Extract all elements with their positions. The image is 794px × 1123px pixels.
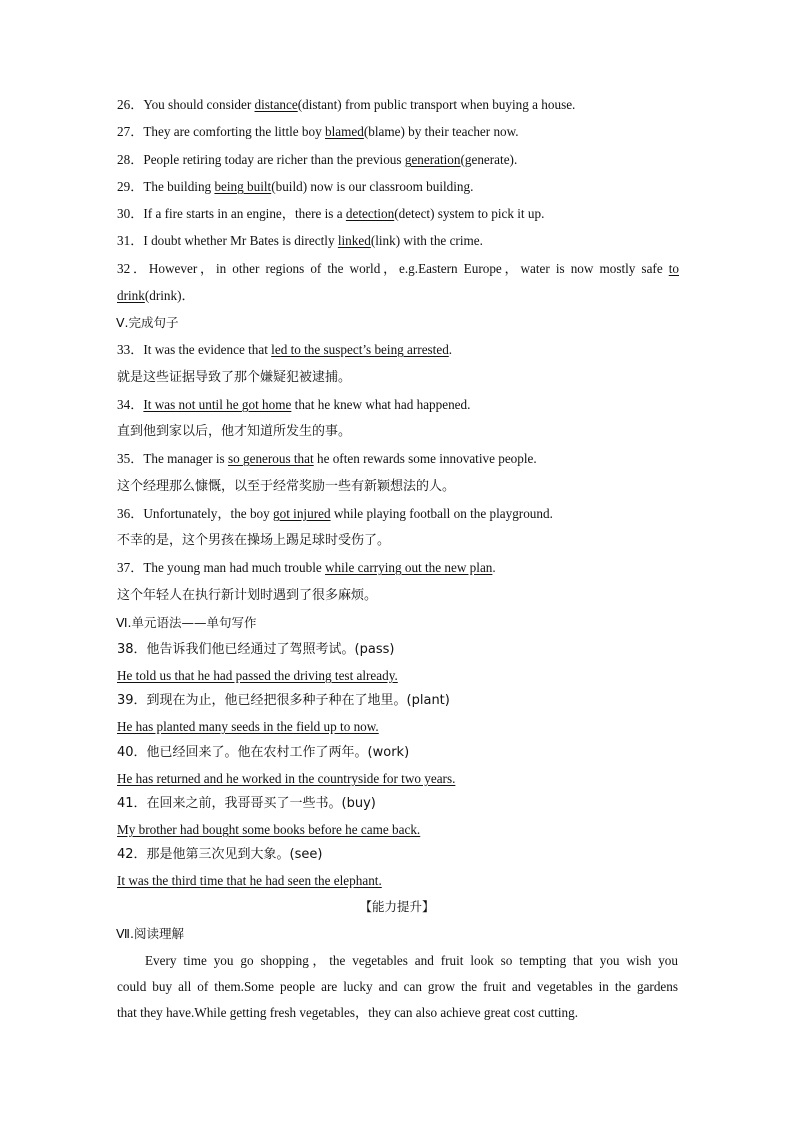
prompt-42: 42．那是他第三次见到大象。(see) [117, 847, 323, 862]
answer-blank: got injured [273, 506, 331, 521]
question-30 [117, 204, 679, 224]
question-text: that he knew what had happened. [291, 397, 471, 412]
answer-39 [117, 717, 679, 737]
question-35 [117, 449, 679, 469]
question-28 [117, 150, 679, 170]
question-text: (distant) from public transport when buying a house. [297, 97, 576, 112]
question-text: 26．You should consider [117, 97, 255, 112]
answer-blank: led to the suspect’s being arrested [271, 342, 449, 357]
answer-blank: being built [214, 179, 272, 194]
answer-line: He has planted many seeds in the field up to now. [117, 719, 379, 734]
reading-line-2: could buy all of them.Some people are lucky and can grow the fruit and vegetables in the gardens [117, 979, 678, 994]
translation-36: 不幸的是，这个男孩在操场上踢足球时受伤了。 [117, 533, 391, 548]
answer-blank: linked [337, 233, 371, 248]
answer-blank: drink [117, 288, 145, 303]
question-text: 34． [117, 397, 144, 412]
answer-line: It was the third time that he had seen the elephant. [117, 873, 382, 888]
question-text: (build) now is our classroom building. [271, 179, 474, 194]
answer-line: He told us that he had passed the driving test already. [117, 668, 398, 683]
section-heading-7: Ⅶ.阅读理解 [116, 926, 184, 941]
question-text: 32．However，in other regions of the world，e.g.Eastern Europe，water is now mostly safe [117, 261, 669, 276]
answer-blank: so generous that [227, 451, 314, 466]
question-32 [117, 259, 679, 279]
section-heading-6: Ⅵ.单元语法——单句写作 [116, 615, 257, 630]
question-32-continued [117, 286, 679, 306]
question-text: he often rewards some innovative people. [313, 451, 537, 466]
answer-line: He has returned and he worked in the countryside for two years. [117, 771, 456, 786]
answer-blank: detection [345, 206, 395, 221]
question-text: (blame) by their teacher now. [363, 124, 519, 139]
translation-37: 这个年轻人在执行新计划时遇到了很多麻烦。 [117, 588, 378, 603]
question-37 [117, 558, 679, 578]
question-text: . [492, 560, 496, 575]
question-text: 27．They are comforting the little boy [117, 124, 326, 139]
question-text: 37．The young man had much trouble [117, 560, 326, 575]
question-text: (link) with the crime. [370, 233, 483, 248]
question-text: 29．The building [117, 179, 215, 194]
prompt-41: 41．在回来之前，我哥哥买了一些书。(buy) [117, 796, 376, 811]
question-text: 31．I doubt whether Mr Bates is directly [117, 233, 338, 248]
translation-34: 直到他到家以后，他才知道所发生的事。 [117, 424, 352, 439]
question-text: 28．People retiring today are richer than the previous [117, 152, 405, 167]
question-text: 30．If a fire starts in an engine，there is a [117, 206, 346, 221]
question-text: 33．It was the evidence that [117, 342, 272, 357]
answer-41 [117, 820, 679, 840]
answer-blank: to [668, 261, 679, 276]
prompt-40: 40．他已经回来了。他在农村工作了两年。(work) [117, 745, 410, 760]
answer-blank: It was not until he got home [143, 397, 292, 412]
question-text: (drink)． [144, 288, 195, 303]
question-33 [117, 340, 679, 360]
prompt-39: 39．到现在为止，他已经把很多种子种在了地里。(plant) [117, 693, 450, 708]
answer-line: My brother had bought some books before he came back. [117, 822, 421, 837]
question-34 [117, 395, 679, 415]
question-text: . [448, 342, 453, 357]
prompt-38: 38．他告诉我们他已经通过了驾照考试。(pass) [117, 642, 395, 657]
question-27 [117, 122, 679, 142]
section-heading-5: Ⅴ.完成句子 [116, 315, 179, 330]
reading-line-1: Every time you go shopping，the vegetables and fruit look so tempting that you wish you [145, 953, 678, 968]
question-text: 36．Unfortunately，the boy [117, 506, 274, 521]
question-36 [117, 504, 679, 524]
answer-blank: generation [404, 152, 461, 167]
answer-blank: distance [254, 97, 298, 112]
question-29 [117, 177, 679, 197]
answer-blank: while carrying out the new plan [325, 560, 493, 575]
question-text: while playing football on the playground. [330, 506, 553, 521]
ability-heading: 【能力提升】 [359, 899, 435, 914]
translation-33: 就是这些证据导致了那个嫌疑犯被逮捕。 [117, 370, 352, 385]
question-text: 35．The manager is [117, 451, 228, 466]
answer-40 [117, 769, 679, 789]
question-26 [117, 95, 679, 115]
answer-blank: blamed [325, 124, 364, 139]
question-text: (generate). [460, 152, 518, 167]
question-31 [117, 231, 679, 251]
question-text: (detect) system to pick it up. [394, 206, 545, 221]
answer-42 [117, 871, 679, 891]
translation-35: 这个经理那么慷慨，以至于经常奖励一些有新颖想法的人。 [117, 479, 456, 494]
answer-38 [117, 666, 679, 686]
reading-line-3: that they have.While getting fresh vegetables，they can also achieve great cost cutting. [117, 1005, 579, 1020]
